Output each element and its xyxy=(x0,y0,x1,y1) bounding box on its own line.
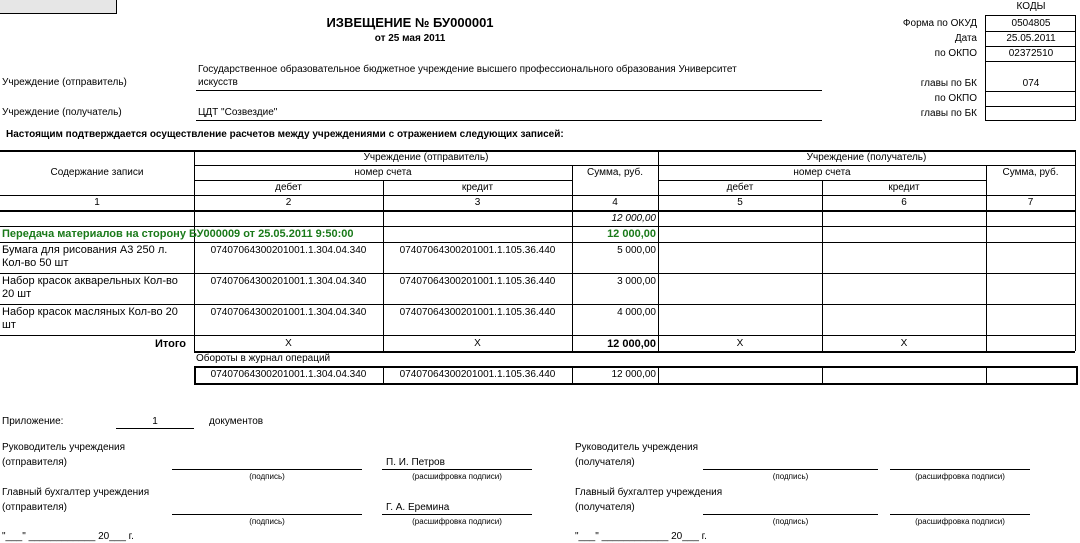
okud-label: Форма по ОКУД xyxy=(902,18,977,29)
col-number: 7 xyxy=(1027,197,1034,208)
sender-head-paren: (отправителя) xyxy=(2,457,67,468)
header-account-sender: номер счета xyxy=(354,167,412,178)
total-x-debit: X xyxy=(285,338,292,349)
total-label: Итого xyxy=(154,338,186,350)
group-label: Передача материалов на сторону БУ000009 от 25.05.2011 9:50:00 xyxy=(2,228,354,240)
header-account-receiver: номер счета xyxy=(793,167,851,178)
total-x-credit: X xyxy=(474,338,481,349)
receiver-head-decode-caption: (расшифровка подписи) xyxy=(915,472,1005,481)
codes-header: КОДЫ xyxy=(1016,1,1046,12)
bk-value: 074 xyxy=(1022,78,1040,89)
table-row-credit: 07407064300201001.1.105.36.440 xyxy=(399,307,556,318)
sender-head-sign-caption: (подпись) xyxy=(249,472,285,481)
sender-head-decode-caption: (расшифровка подписи) xyxy=(412,472,502,481)
table-row-content: Набор красок акварельных Кол-во 20 шт xyxy=(2,275,178,300)
receiver-accountant-paren: (получателя) xyxy=(575,502,635,513)
sender-accountant-name: Г. А. Еремина xyxy=(386,502,450,513)
total-sum: 12 000,00 xyxy=(607,338,656,350)
okud-value: 0504805 xyxy=(1011,18,1051,29)
sender-accountant-paren: (отправителя) xyxy=(2,502,67,513)
total-x-credit-receiver: X xyxy=(900,338,908,349)
page-title: ИЗВЕЩЕНИЕ № БУ000001 xyxy=(326,15,494,30)
okpo-value: 02372510 xyxy=(1008,48,1054,59)
header-receiver: Учреждение (получатель) xyxy=(806,152,927,163)
journal-credit: 07407064300201001.1.105.36.440 xyxy=(399,369,556,380)
table-row-debit: 07407064300201001.1.304.04.340 xyxy=(210,276,367,287)
receiver-date-stub: "___" ____________ 20___ г. xyxy=(575,531,707,542)
table-row-credit: 07407064300201001.1.105.36.440 xyxy=(399,245,556,256)
table-row-credit: 07407064300201001.1.105.36.440 xyxy=(399,276,556,287)
journal-debit: 07407064300201001.1.304.04.340 xyxy=(210,369,367,380)
table-row-debit: 07407064300201001.1.304.04.340 xyxy=(210,307,367,318)
receiver-head-label: Руководитель учреждения xyxy=(575,442,699,453)
table-row-sum: 4 000,00 xyxy=(617,307,656,318)
pre-total-sum: 12 000,00 xyxy=(611,213,656,224)
date-code-value: 25.05.2011 xyxy=(1006,33,1056,44)
header-sum-sender: Сумма, руб. xyxy=(586,167,644,178)
appendix-suffix: документов xyxy=(209,416,264,427)
sender-accountant-decode-caption: (расшифровка подписи) xyxy=(412,517,502,526)
header-credit-receiver: кредит xyxy=(888,182,920,193)
header-sender: Учреждение (отправитель) xyxy=(363,152,489,163)
col-number: 2 xyxy=(285,197,292,208)
table-row-content: Набор красок масляных Кол-во 20 шт xyxy=(2,306,178,331)
receiver-head-sign-caption: (подпись) xyxy=(772,472,809,481)
col-number: 3 xyxy=(474,197,481,208)
appendix-label: Приложение: xyxy=(2,416,64,427)
sender-date-stub: "___" ____________ 20___ г. xyxy=(2,531,134,542)
header-debit-sender: дебет xyxy=(275,182,302,193)
bk-receiver-label: главы по БК xyxy=(920,108,977,119)
statement-text: Настоящим подтверждается осуществление расчетов между учреждениями с отражением следующих записей: xyxy=(6,129,564,140)
document-date: от 25 мая 2011 xyxy=(374,33,446,44)
top-corner-cell xyxy=(0,0,117,14)
total-x-debit-receiver: X xyxy=(736,338,744,349)
col-number: 1 xyxy=(94,197,100,208)
receiver-accountant-sign-caption: (подпись) xyxy=(772,517,809,526)
col-number: 5 xyxy=(737,197,743,208)
receiver-accountant-label: Главный бухгалтер учреждения xyxy=(575,487,723,498)
okpo-receiver-label: по ОКПО xyxy=(934,93,977,104)
table-row-content: Бумага для рисования А3 250 л. Кол-во 50 шт xyxy=(2,244,168,269)
journal-sum: 12 000,00 xyxy=(611,369,656,380)
appendix-count: 1 xyxy=(152,416,158,427)
bk-label: главы по БК xyxy=(920,78,977,89)
okpo-label: по ОКПО xyxy=(934,48,977,59)
table-row-sum: 5 000,00 xyxy=(617,245,656,256)
receiver-label: Учреждение (получатель) xyxy=(2,107,122,118)
table-row-sum: 3 000,00 xyxy=(617,276,656,287)
header-debit-receiver: дебет xyxy=(726,182,754,193)
sender-name-line1: Государственное образовательное бюджетное учреждение высшего профессионального образования Университет xyxy=(198,64,737,75)
table-row-debit: 07407064300201001.1.304.04.340 xyxy=(210,245,367,256)
sender-accountant-label: Главный бухгалтер учреждения xyxy=(2,487,150,498)
sender-label: Учреждение (отправитель) xyxy=(2,77,127,88)
header-credit-sender: кредит xyxy=(461,182,494,193)
sender-name-line2: искусств xyxy=(198,77,238,88)
receiver-head-paren: (получателя) xyxy=(575,457,635,468)
receiver-accountant-decode-caption: (расшифровка подписи) xyxy=(915,517,1005,526)
sender-head-name: П. И. Петров xyxy=(386,457,445,468)
group-sum: 12 000,00 xyxy=(607,228,656,240)
header-sum-receiver: Сумма, руб. xyxy=(1002,167,1059,178)
date-code-label: Дата xyxy=(954,33,977,44)
sender-accountant-sign-caption: (подпись) xyxy=(249,517,285,526)
col-number: 6 xyxy=(901,197,907,208)
journal-label: Обороты в журнал операций xyxy=(196,353,331,364)
sender-head-label: Руководитель учреждения xyxy=(2,442,126,453)
header-content: Содержание записи xyxy=(50,167,144,178)
receiver-name: ЦДТ "Созвездие" xyxy=(198,107,278,118)
col-number: 4 xyxy=(612,197,618,208)
